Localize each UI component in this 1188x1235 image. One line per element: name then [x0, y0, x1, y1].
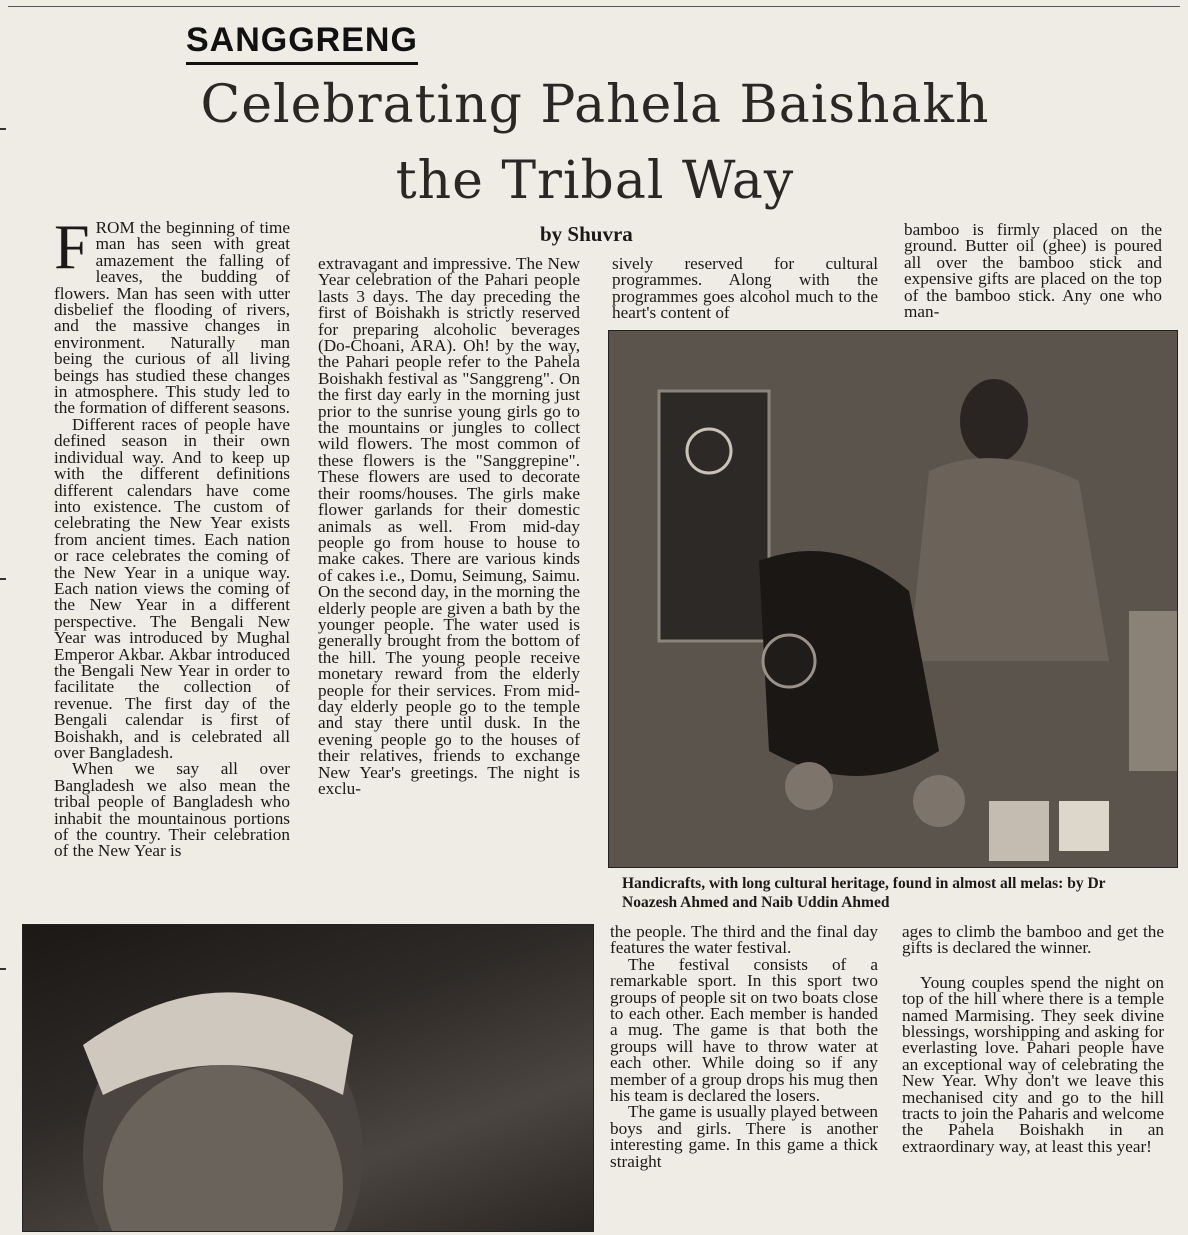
- article-column-3-bottom: [610, 924, 878, 1224]
- handicrafts-photo: [608, 330, 1178, 868]
- paragraph: extravagant and impressive. The New Year celebration of the Pahari people lasts 3 days. The day preceding the first of Boishakh is strictly reserved for preparing alcoholic beverages (Do-Choani, ARA). Oh! by the way, the Pahari people refer to the Pahela Boishakh festival as "Sanggreng". On the first day early in the morning just prior to the sunrise young girls go to the mountains or jungles to collect wild flowers. The most common of these flowers is the "Sanggrepine". These flowers are used to decorate their rooms/houses. The girls make flower garlands for their domestic animals as well. From mid-day people go from house to house to make cakes. There are various kinds of cakes i.e., Domu, Seimung, Saimu. On the second day, in the morning the elderly people are given a bath by the younger people. The water used is generally brought from the bottom of the hill. The young people receive monetary reward from the elderly people for their services. From mid-day elderly people go to the temple and stay there until dusk. In the evening people go to the houses of their relatives, friends to exchange New Year's greetings. The night is exclu-: [318, 256, 580, 798]
- article-column-4-bottom: [902, 924, 1164, 1224]
- paragraph: bamboo is firmly placed on the ground. Butter oil (ghee) is poured all over the bamboo stick and expensive gifts are placed on the top of the bamboo stick. Any one who man-: [904, 222, 1162, 322]
- article-column-3-top: [612, 256, 878, 322]
- paragraph: Young couples spend the night on top of the hill where there is a temple named Marmising. They seek divine blessings, worshipping and asking for everlasting love. Pahari people have an exceptional way of celebrating the New Year. Why don't we leave this mechanised city and go to the hill tracts to join the Paharis and welcome the Pahela Boishakh in an extraordinary way, at least this year!: [902, 972, 1164, 1156]
- byline: by Shuvra: [540, 222, 633, 246]
- paragraph: sively reserved for cultural programmes. Along with the programmes goes alcohol much to the heart's content of: [612, 256, 878, 322]
- margin-mark: [0, 578, 6, 580]
- portrait-illustration: [23, 925, 593, 1231]
- photo-caption: Handicrafts, with long cultural heritage, found in almost all melas: by Dr Noazesh Ahmed and Naib Uddin Ahmed: [622, 875, 1106, 911]
- article-column-4-top: [904, 222, 1162, 322]
- handicrafts-illustration: [609, 331, 1177, 867]
- section-label: SANGGRENG: [186, 20, 418, 65]
- margin-mark: [0, 968, 6, 970]
- portrait-photo: [22, 924, 594, 1232]
- article-column-1: [54, 220, 290, 910]
- top-rule: [8, 6, 1180, 7]
- paragraph: When we say all over Bangladesh we also mean the tribal people of Bangladesh who inhabit the mountainous portions of the country. Their celebration of the New Year is: [54, 759, 290, 861]
- paragraph: Different races of people have defined season in their own individual way. And to keep up with the different definitions different calendars have come into existence. The custom of celebrating the New Year exists from ancient times. Each nation or race celebrates the coming of the New Year in a unique way. Each nation views the coming of the New Year in a different perspective. The Bengali New Year was introduced by Mughal Emperor Akbar. Akbar introduced the Bengali New Year in order to facilitate the collection of revenue. The first day of the Bengali calendar is first of Boishakh, and is celebrated all over Bangladesh.: [54, 414, 290, 762]
- headline-line-1: Celebrating Pahela Baishakh: [200, 75, 990, 135]
- paragraph: The festival consists of a remarkable sport. In this sport two groups of people sit on two boats close to each other. Each member is handed a mug. The game is that both the groups will have to throw water at each other. While doing so if any member of a group drops his mug then his team is declared the losers.: [610, 954, 878, 1106]
- paragraph: ROM the beginning of time man has seen with great amazement the falling of leaves, the budding of flowers. Man has seen with utter disbelief the flooding of rivers, and the massive changes in environment. Naturally man being the curious of all living beings has studied these changes in atmosphere. This study led to the formation of different seasons.: [54, 220, 290, 418]
- paragraph: The game is usually played between boys and girls. There is another interesting game. In this game a thick straight: [610, 1102, 878, 1171]
- article-column-2: [318, 256, 580, 912]
- headline-line-2: the Tribal Way: [395, 151, 795, 211]
- paragraph: the people. The third and the final day features the water festival.: [610, 924, 878, 958]
- drop-cap: F: [54, 220, 90, 282]
- margin-mark: [0, 128, 6, 130]
- paragraph: ages to climb the bamboo and get the gifts is declared the winner.: [902, 924, 1164, 958]
